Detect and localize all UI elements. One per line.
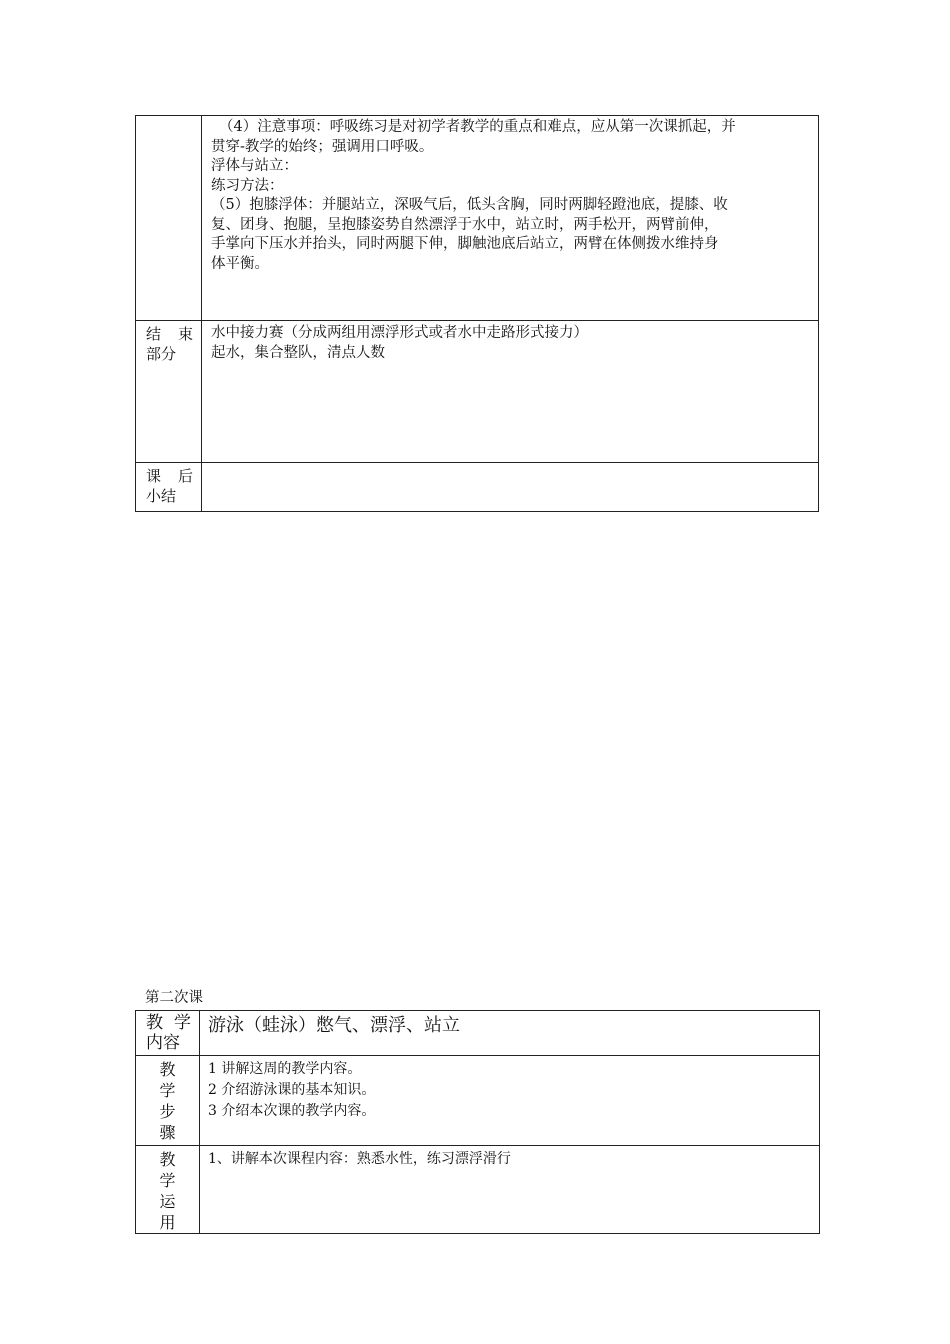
label-char: 用 [159,1213,176,1232]
text-line: （5）抱膝浮体：并腿站立，深吸气后，低头含胸，同时两脚轻蹬池底，提膝、收 [211,197,728,213]
table-row [136,463,819,512]
table-row [136,1056,820,1146]
text-line: 水中接力赛（分成两组用漂浮形式或者水中走路形式接力） [211,325,588,341]
list-item: 1 讲解这周的教学内容。 [208,1061,362,1077]
lesson-table-second [135,1010,820,1234]
table-row [136,321,819,463]
summary-content-cell [202,463,819,512]
label-line: 内容 [146,1033,180,1053]
table-row [136,1146,820,1234]
table-row [136,116,819,321]
application-content-cell [200,1146,820,1234]
text-line: 1、讲解本次课程内容：熟悉水性，练习漂浮滑行 [208,1151,511,1167]
text-line: 体平衡。 [211,255,269,272]
ending-content-cell [202,321,819,463]
text-line: （4）注意事项：呼吸练习是对初学者教学的重点和难点，应从第一次课抓起，并 [219,119,736,135]
row-label-ending [136,321,202,463]
text-line: 手掌向下压水并抬头，同时两腿下伸，脚触池底后站立，两臂在体侧拨水维持身 [211,236,719,252]
text-line: 起水，集合整队，清点人数 [211,344,385,361]
label-char: 学 [159,1081,176,1100]
label-char: 骤 [159,1123,176,1142]
steps-content-cell [200,1056,820,1146]
label-line: 课 后 [146,467,193,485]
row-label-empty [136,116,202,321]
text-line: 练习方法： [211,177,284,194]
content-title-cell [200,1011,820,1056]
table-row [136,1011,820,1056]
label-line: 小结 [146,487,177,505]
text-line: 贯穿-教学的始终；强调用口呼吸。 [211,138,434,155]
list-item: 3 介绍本次课的教学内容。 [208,1103,376,1119]
steps-label-cell [136,1056,200,1146]
label-char: 教 [159,1150,176,1169]
label-line: 部分 [146,345,177,363]
label-line: 结 束 [146,325,193,343]
label-char: 学 [159,1171,176,1190]
content-label-cell [136,1011,200,1056]
second-lesson-heading: 第二次课 [145,990,203,1006]
label-char: 步 [159,1102,176,1121]
application-label-cell [136,1146,200,1234]
lesson-title: 游泳（蛙泳）憋气、漂浮、站立 [208,1015,460,1036]
row-label-summary [136,463,202,512]
text-line: 浮体与站立： [211,158,298,174]
text-line: 复、团身、抱腿，呈抱膝姿势自然漂浮于水中，站立时，两手松开，两臂前伸， [211,216,719,233]
practice-notes-cell [202,116,819,321]
list-item: 2 介绍游泳课的基本知识。 [208,1082,376,1098]
label-line: 教 学 [146,1013,191,1033]
lesson-table-continued [135,115,819,512]
label-char: 教 [159,1060,176,1079]
label-char: 运 [159,1192,176,1211]
